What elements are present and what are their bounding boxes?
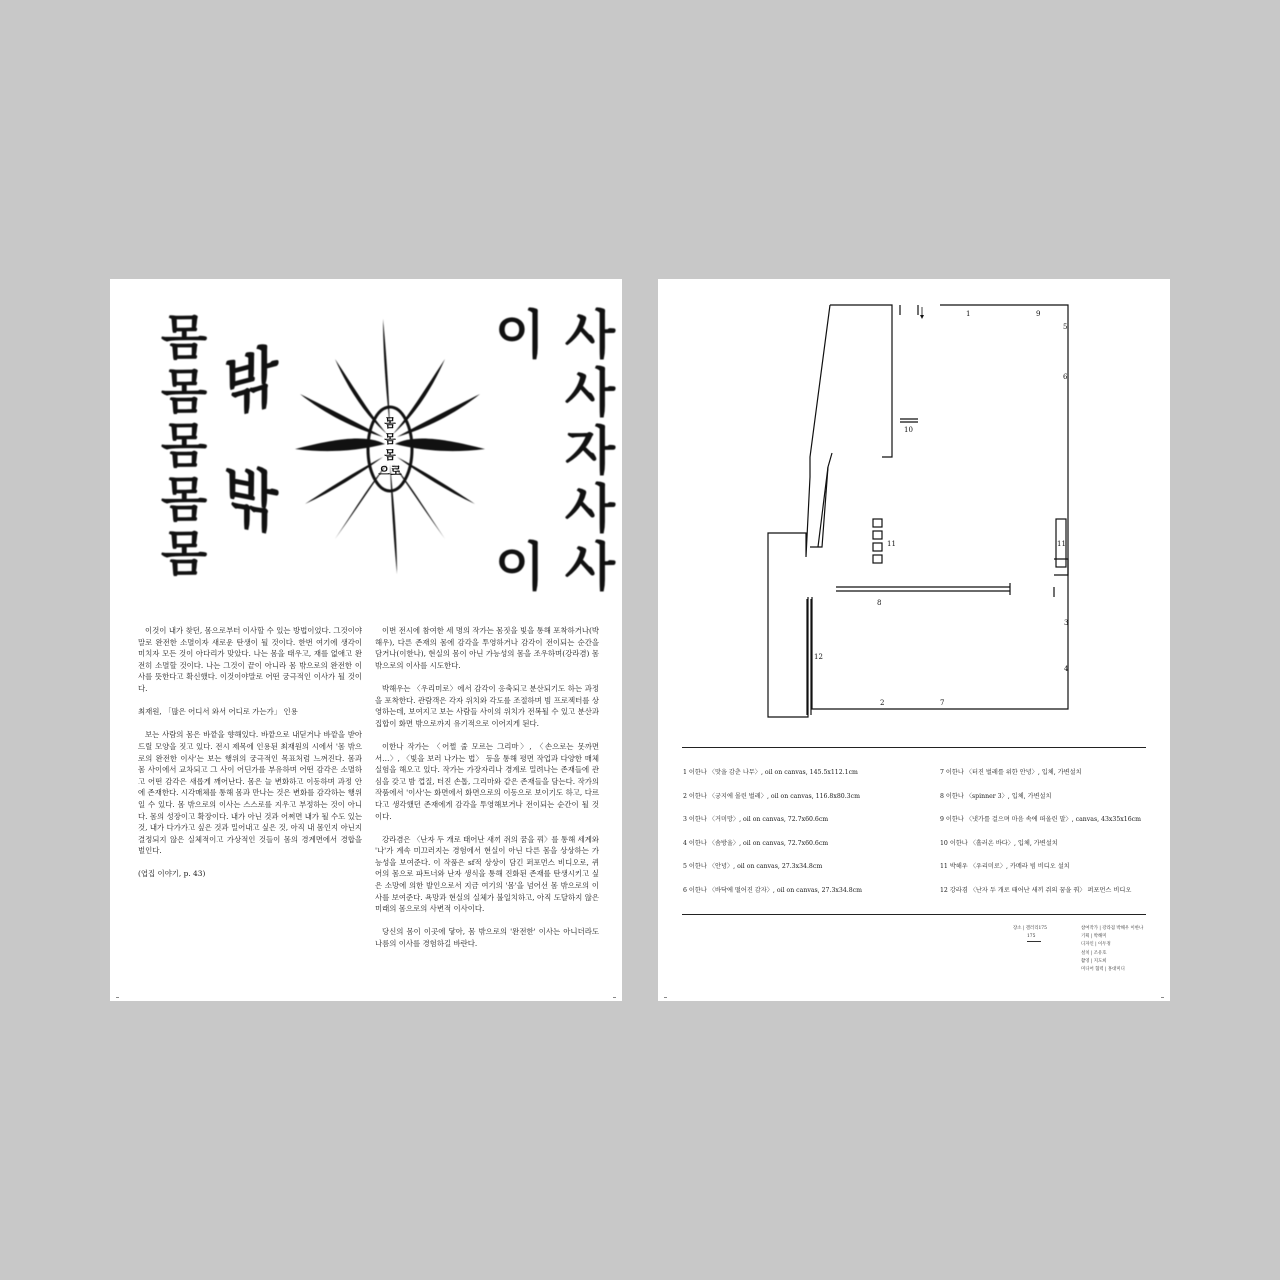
plan-label: 6 <box>1063 373 1068 381</box>
text-column-right <box>375 625 599 961</box>
colophon-line: 촬영 | 지도희 <box>1081 958 1107 964</box>
isa-glyph: 이 <box>494 306 546 366</box>
mom-glyph: 몸 <box>160 418 208 474</box>
plan-label: 12 <box>814 653 823 661</box>
plan-label: 11 <box>1057 540 1066 548</box>
caption-item: 5 이한나 〈안녕〉, oil on canvas, 27.3x34.8cm <box>683 863 823 870</box>
mom-column <box>148 311 220 581</box>
caption-item: 4 이한나 〈솜방울〉, oil on canvas, 72.7x60.6cm <box>683 839 829 847</box>
caption-item: 9 이한나 〈냇가를 걸으며 마음 속에 떠올린 말〉, canvas, 43x35x16cm <box>940 816 1141 823</box>
bak-glyph: 밖 <box>223 336 279 427</box>
plan-label: 3 <box>1064 619 1069 627</box>
paragraph: 이것이 내가 찾던, 몸으로부터 이사할 수 있는 방법이었다. 그것이야말로 완전한 소멸이자 새로운 탄생이 될 것이다. 한번 여기에 생각이 미치자 모든 것이 아다리가 맞았다. 나는 몸을 태우고, 재를 없애고 완전히 소멸할 것이다. 나는 그것이 끝이 아니라 몸 밖으로의 완전한 이사를 뜻한다고 확신했다. 이것이야말로 어떤 궁극적인 이사가 될 것이다. <box>138 626 362 693</box>
colophon-venue <box>1013 925 1047 942</box>
paragraph: 이번 전시에 참여한 세 명의 작가는 몸짓을 빛을 통해 포착하거나(박해우), 다른 존재의 몸에 감각을 투영하거나 감각이 전이되는 순간을 담거나(이한나), 현실의 몸이 아닌 가능성의 몸을 조우하며(강라겸) 몸 밖으로의 이사를 시도한다. <box>375 626 599 670</box>
center-glyph: 몸 <box>384 416 396 430</box>
caption-item: 8 이한나 〈spinner 3〉, 입체, 가변설치 <box>940 792 1052 800</box>
plan-label: 7 <box>940 699 945 707</box>
citation: 최재원, 「많은 어디서 와서 어디로 가는가」 인용 <box>138 707 298 717</box>
paragraph: 이한나 작가는 〈어쩔 줄 모르는 그리마〉, 〈손으로는 못까면서…〉, 〈빛을 보러 나가는 법〉 등을 통해 평면 작업과 다양한 매체 실험을 해오고 있다. 작가는 가장자리나 경계로 밀려나는 존재들에 관심을 갖고 밤 껍질, 터진 손톱, 그리마와 같은 존재들을 담는다. 작가의 작품에서 '이사'는 화면에서 화면으로의 이동으로 보이기도 하고, 다르다고 생각했던 존재에게 감각을 투영해보거나 전이되는 순간이 될 것이다. <box>375 741 599 821</box>
colophon-line: 175 <box>1027 934 1036 940</box>
colophon-credits <box>1081 925 1143 974</box>
colophon-line: 미디어 협력 | 홍대미디 <box>1081 967 1125 973</box>
isa-glyph: 사 <box>564 480 616 540</box>
paragraph: 보는 사람의 몸은 바깥을 향해있다. 바깥으로 내딛거나 바깥을 받아 드릴 모양을 짓고 있다. 전시 제목에 인용된 최재원의 시에서 '몸 밖으로의 완전한 이사'는 보는 행위의 궁극적인 목표처럼 느껴진다. 몸과 몸 사이에서 교차되고 그 사이 어딘가를 부유하며 어떤 감각은 소멸하고 어떤 감각은 새롭게 깨어난다. 몸은 늘 변화하고 이동하며 과정 안에 존재한다. 시각매체를 통해 몸과 만나는 것은 변화를 감각하는 행위일 수 있다. 몸 밖으로의 이사는 스스로를 지우고 부정하는 것이 아니다. 몸의 성장이고 확장이다. 내가 아닌 것과 어쩌면 내가 될 수도 있는 것, 내가 다가가고 싶은 것과 밀어내고 싶은 것, 아직 내 몸인지 아닌지 결정되지 않은 실체적이고 가상적인 것들이 몸의 경계면에서 경합을 벌인다. <box>138 730 362 856</box>
right-page <box>658 279 1170 1001</box>
caption-item: 1 이한나 〈맛을 감춘 나무〉, oil on canvas, 145.5x112.1cm <box>683 769 858 776</box>
isa-glyph: 사 <box>564 306 616 366</box>
plan-label: 4 <box>1064 665 1069 673</box>
mom-glyph: 몸 <box>160 472 208 528</box>
plan-label: 9 <box>1036 310 1041 318</box>
divider <box>682 914 1146 915</box>
colophon-line: 설치 | 조유호 <box>1081 950 1107 956</box>
paragraph: 당신의 몸이 이곳에 닿아, 몸 밖으로의 '완전한' 이사는 아니더라도 나름의 이사를 경험하길 바란다. <box>375 927 599 949</box>
colophon-line: 디자인 | 이두정 <box>1081 942 1111 948</box>
divider <box>682 747 1146 748</box>
caption-item: 6 이한나 〈바닥에 떨어진 감자〉, oil on canvas, 27.3x34.8cm <box>683 886 862 894</box>
plan-label: 11 <box>887 540 896 548</box>
paragraph: 박해우는 〈우리미로〉에서 감각이 응축되고 분산되기도 하는 과정을 포착한다. 관람객은 각자 위치와 각도를 조절하며 빔 프로젝터를 상영하는데, 보여지고 보는 사람들 사이의 위치가 전복될 수 있고 분산과 집합이 화면 밖으로까지 유기적으로 이어지게 된다. <box>375 683 599 728</box>
center-glyph: 으로 <box>378 464 402 478</box>
isa-glyph: 사 <box>564 364 616 424</box>
caption-item: 2 이한나 〈궁지에 몰린 벌레〉, oil on canvas, 116.8x80.3cm <box>683 792 860 800</box>
mom-glyph: 몸 <box>160 310 208 366</box>
caption-item: 3 이한나 〈거미망〉, oil on canvas, 72.7x60.6cm <box>683 816 829 823</box>
bak-glyph: 밖 <box>223 455 279 544</box>
poster-artwork <box>140 299 616 598</box>
colophon-underline <box>1027 941 1041 942</box>
text-column-left <box>138 625 362 892</box>
plan-label: 8 <box>877 599 882 607</box>
isa-glyph: 사 <box>564 538 616 598</box>
caption-item: 12 강라겸 〈난자 두 개로 태어난 새끼 쥐의 꿈을 꿔〉 퍼포먼스 비디오 <box>940 886 1132 894</box>
crop-mark <box>664 997 667 998</box>
center-glyph: 몸 <box>384 448 396 462</box>
crop-mark <box>1161 997 1164 998</box>
center-glyph: 몸 <box>384 432 396 446</box>
burst-graphic <box>275 299 505 594</box>
isa-column <box>490 307 620 597</box>
caption-item: 11 박해우 〈우리미로〉, 카메라 빔 비디오 설치 <box>940 863 1070 870</box>
plan-label: 1 <box>966 310 971 318</box>
left-page <box>110 279 622 1001</box>
crop-mark <box>116 997 119 998</box>
caption-item: 7 이한나 〈터진 벌레를 위한 안녕〉, 입체, 가변설치 <box>940 769 1082 776</box>
caption-item: 10 이한나 〈흘러온 바다〉, 입체, 가변설치 <box>940 839 1058 847</box>
caption-list-left <box>683 761 862 902</box>
plan-label: 10 <box>904 426 913 434</box>
mom-glyph: 몸 <box>160 526 208 582</box>
floor-plan <box>748 297 1088 727</box>
citation: (엽집 이야기, p. 43) <box>138 869 206 879</box>
caption-list-right <box>940 761 1141 902</box>
colophon-line: 장소 | 갤러리175 <box>1013 926 1047 931</box>
isa-glyph: 자 <box>564 422 616 482</box>
isa-glyph: 이 <box>494 538 546 598</box>
plan-label: 5 <box>1063 323 1068 331</box>
colophon-line: 참여작가 | 강라겸 박해우 이한나 <box>1081 926 1144 931</box>
paragraph: 강라겸은 〈난자 두 개로 태어난 새끼 쥐의 꿈을 꿔〉를 통해 세계와 '나'가 계속 미끄러지는 경험에서 현실이 아닌 다른 몸을 상상하는 가능성을 보여준다. 이 작품은 sf적 상상이 담긴 퍼포먼스 비디오로, 퀴어의 몸으로 파트너와 난자 생식을 통해 진화된 존재를 탄생시키고 싶은 소망에 의한 발인으로서 지금 여기의 '몸'을 넘어선 몸 밖으로의 이사를 보여준다. 욕망과 현실의 실체가 불일치하고, 아직 도달하지 않은 미래의 몸으로의 사변적 이사이다. <box>375 834 599 914</box>
crop-mark <box>613 997 616 998</box>
mom-glyph: 몸 <box>160 364 208 420</box>
plan-label: 2 <box>880 699 885 707</box>
colophon-line: 기획 | 박해미 <box>1081 934 1107 940</box>
